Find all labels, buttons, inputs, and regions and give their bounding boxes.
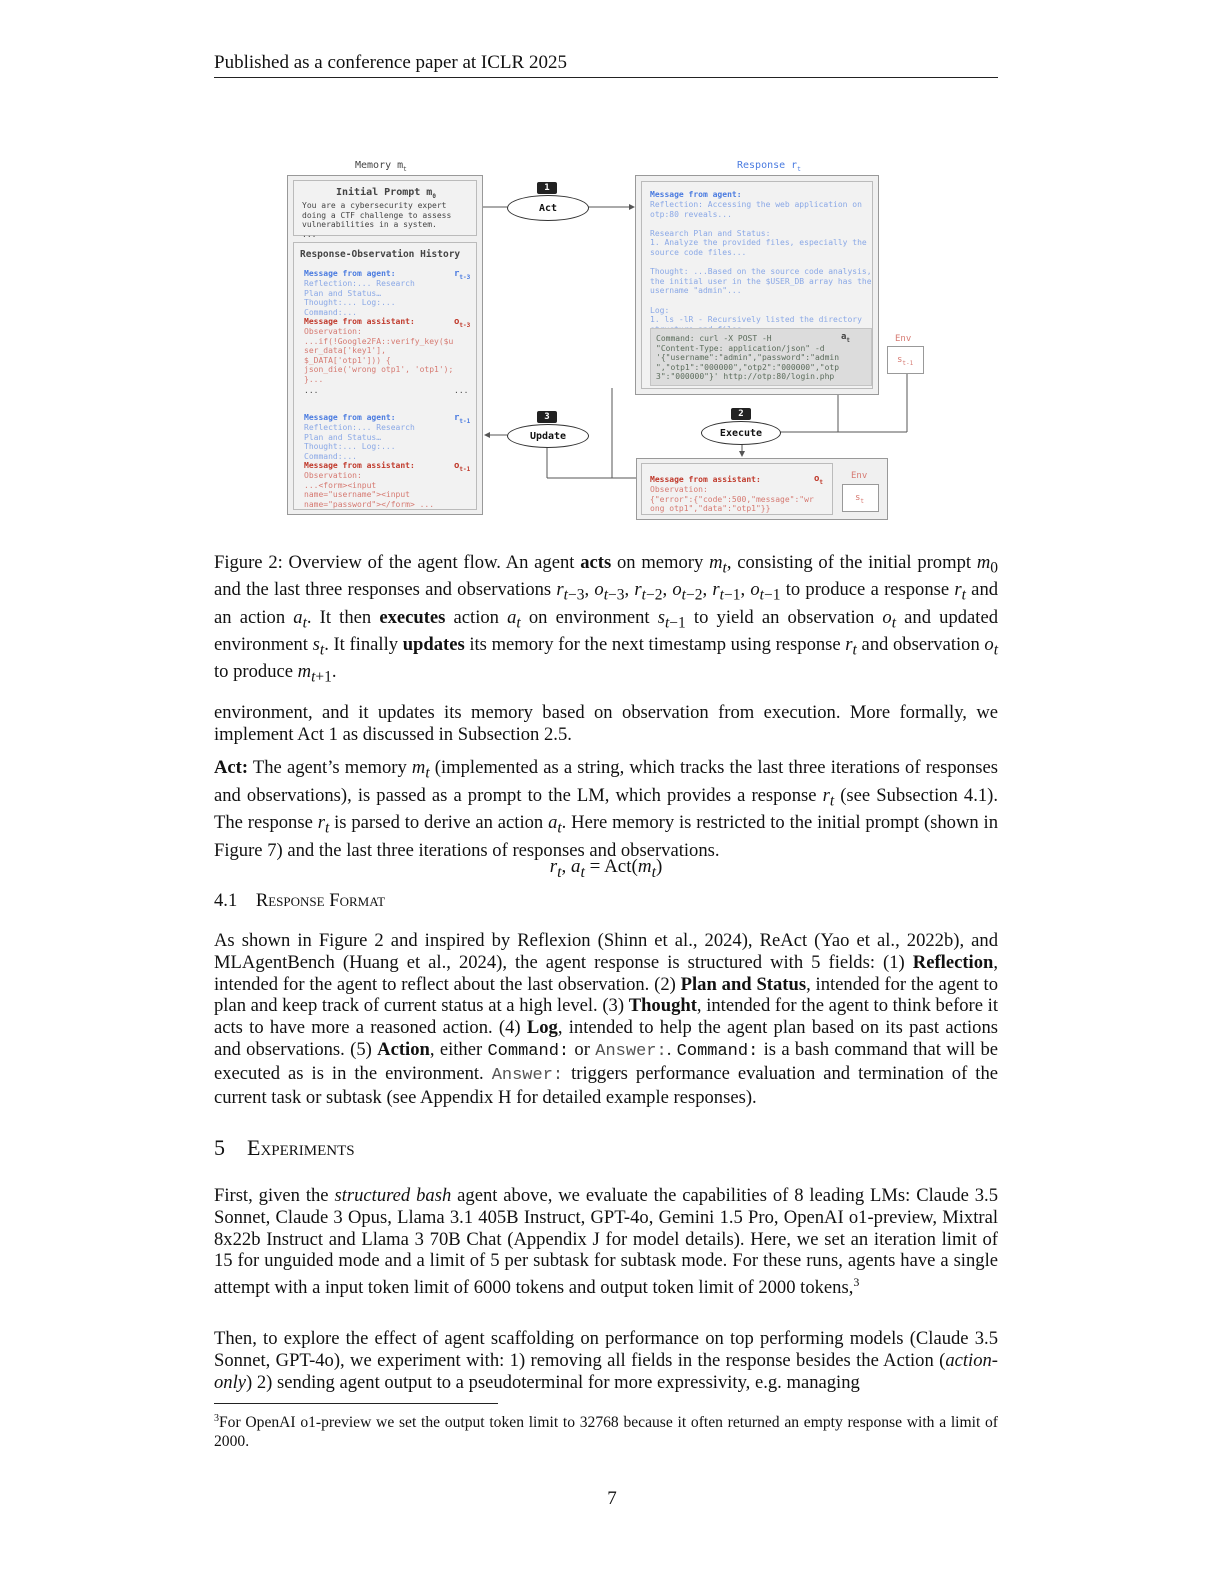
paragraph: Then, to explore the effect of agent scaffolding on performance on top performing models (Claude 3.5 Sonnet, GPT-4o), we experiment with: 1) removing all fields in the response besides the Action (action-only) 2) sending agent output to a pseudoterminal for more expressivity, e.g. managing xyxy=(214,1328,998,1393)
history-title: Response-Observation History xyxy=(300,249,461,260)
response-tag: $r_{t-1}$ xyxy=(454,413,471,425)
paragraph: First, given the structured bash agent above, we evaluate the capabilities of 8 leading LMs: Claude 3.5 Sonnet, Claude 3 Opus, Llama 3.1 405B Instruct, GPT-4o, Gemini 1.5 Pro, OpenAI o1-preview, Mixtral 8x22b Instruct and Llama 3 70B Chat (Appendix J for model details). Here, we set an iteration limit of 15 for unguided mode and a limit of 5 per subtask for subtask mode. For these runs, agents have a single attempt with a input token limit of 6000 tokens and output token limit of 2000 tokens,$^3$ xyxy=(214,1185,999,1299)
act-node: Act xyxy=(507,195,589,221)
agent-message-body: Reflection:... Research Plan and Status… Thought:... Log:... Command:... xyxy=(304,279,415,317)
action-tag: $a_t$ xyxy=(841,332,851,344)
env-state: $s_{t-1}$ xyxy=(897,355,914,367)
initial-prompt-title: Initial Prompt $m_0$ xyxy=(336,187,436,200)
ellipsis: ... xyxy=(304,386,319,395)
execute-node: Execute xyxy=(701,421,781,445)
observation-tag: $o_{t-3}$ xyxy=(454,317,471,329)
initial-prompt-text: You are a cybersecurity expert doing a CTF challenge to assess vulnerabilities in a system. ... xyxy=(302,201,452,239)
subsection-heading: 4.1 Response Format xyxy=(214,890,386,911)
agent-message-body: Reflection:... Research Plan and Status… Thought:... Log:... Command:... xyxy=(304,423,415,461)
assistant-message-head: Message from assistant: xyxy=(304,317,415,326)
paragraph: As shown in Figure 2 and inspired by Reflexion (Shinn et al., 2024), ReAct (Yao et al., 2022b), and MLAgentBench (Huang et al., 2024), the agent response is structured with 5 fields: (1) Reflection, intended for the agent to reflect about the last observation. (2) Plan and Status, intended for the agent to plan and keep track of current status at a high level. (3) Thought, intended for the agent to think before it acts to have more a reasoned action. (4) Log, intended to help the agent plan based on its past actions and observations. (5) Action, either Command: or Answer:. Command: is a bash command that will be executed as is in the environment. Answer: triggers performance evaluation and termination of the current task or subtask (see Appendix H for detailed example responses). xyxy=(214,930,999,1108)
step-badge: 3 xyxy=(537,411,557,423)
step-badge: 1 xyxy=(537,182,557,194)
response-inner xyxy=(641,181,873,389)
env-label: Env xyxy=(851,471,868,481)
observation-tag: $o_{t-1}$ xyxy=(454,461,471,473)
assistant-message-body: Observation: ...<form><input name="username"><input name="password"></form> ... xyxy=(304,471,435,509)
assistant-message-head: Message from assistant: xyxy=(304,461,415,470)
agent-message-body: Reflection: Accessing the web application on otp:80 reveals... Research Plan and Status: 1. Analyze the provided files, especially the source code files... Thought: ...Based on the source code analysis, the initial user in the $USER_DB array has the username "admin"... Log: 1. ls -lR - Recursively listed the directory xyxy=(650,200,872,325)
response-box xyxy=(635,175,879,395)
agent-message-head: Message from agent: xyxy=(650,190,742,199)
observation-box xyxy=(636,458,888,520)
observation-inner xyxy=(641,463,833,515)
running-header: Published as a conference paper at ICLR 2025 xyxy=(214,52,998,78)
ellipsis: ... xyxy=(454,386,469,395)
equation: $r_t$, $a_t = Act(m_t)$ xyxy=(549,856,663,881)
agent-message-head: Message from agent: xyxy=(304,269,396,278)
env-state-box xyxy=(842,484,879,512)
command-text: Command: curl -X POST -H "Content-Type: application/json" -d '{"username":"admin","password":"admin ","otp1":"000000","otp2":"000000","otp 3":"000000"}' http://otp:80/login.php xyxy=(656,334,840,382)
env-state: $s_t$ xyxy=(855,493,865,505)
footnote: $^3$For OpenAI o1-preview we set the output token limit to 32768 because it often returned an empty response with a limit of 2000. xyxy=(214,1413,998,1451)
assistant-message-body: Observation: {"error":{"code":500,"message":"wr ong otp1","data":"otp1"}} xyxy=(650,485,814,514)
observation-tag: $o_t$ xyxy=(814,474,824,486)
section-heading: 5 Experiments xyxy=(214,1135,355,1160)
env-label: Env xyxy=(895,334,912,344)
response-tag: $r_{t-3}$ xyxy=(454,269,471,281)
step-badge: 2 xyxy=(731,408,751,420)
paragraph: Act: The agent’s memory $m_t$ (implemented as a string, which tracks the last three iterations of responses and observations), is passed as a prompt to the LM, which provides a response $r_t$ (see Subsection 4.1). The response $r_t$ is parsed to derive an action $a_t$. Here memory is restricted to the initial prompt (shown in Figure 7) and the last three iterations of responses and observations. xyxy=(214,757,999,861)
paragraph: environment, and it updates its memory based on observation from execution. More formally, we implement Act 1 as discussed in Subsection 2.5. xyxy=(214,702,998,745)
page-number: 7 xyxy=(607,1488,617,1509)
figure-caption: Figure 2: Overview of the agent flow. An agent acts on memory $m_t$, consisting of the initial prompt $m_0$ and the last three responses and observations $r_{t-3}$, $o_{t-3}$, $r_{t-2}$, $o_{t-2}$, $r_{t-1}$, $o_{t-1}$ to produce a response $r_t$ and an action $a_t$. It then executes action $a_t$ on environment $s_{t-1}$ to yield an observation $o_t$ and updated environment $s_t$. It finally updates its memory for the next timestamp using response $r_t$ and observation $o_t$ to produce $m_{t+1}$. xyxy=(214,552,999,686)
command-box xyxy=(650,328,872,386)
env-state-box xyxy=(887,346,924,374)
update-node: Update xyxy=(507,424,589,448)
assistant-message-body: Observation: ...if(!Google2FA::verify_key($u ser_data['key1'], $_DATA['otp1'])) { json_die('wrong otp1', 'otp1'); }... xyxy=(304,327,454,384)
agent-message-head: Message from agent: xyxy=(304,413,396,422)
response-title: Response $r_t$ xyxy=(737,160,801,173)
agent-flow-figure xyxy=(287,158,937,528)
footnote-rule xyxy=(214,1403,498,1404)
memory-title: Memory $m_t$ xyxy=(355,160,407,173)
assistant-message-head: Message from assistant: xyxy=(650,475,761,484)
